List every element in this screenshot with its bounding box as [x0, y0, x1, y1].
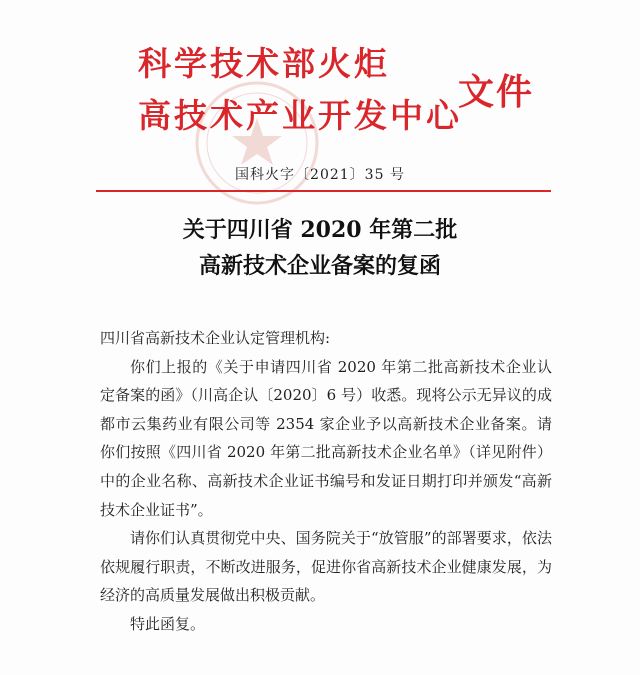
- issuing-organization: [138, 38, 468, 142]
- body-paragraph-2: 请你们认真贯彻党中央、国务院关于“放管服”的部署要求，依法依规履行职责，不断改进服务，促进你省高新技术企业健康发展，为经济的高质量发展做出积极贡献。: [100, 529, 552, 605]
- header-divider: [96, 190, 551, 192]
- document-number: 国科火字〔2021〕35 号: [235, 167, 405, 183]
- title-line1: 关于四川省 2020 年第二批: [182, 217, 458, 243]
- document-title: [0, 212, 640, 284]
- closing-line: 特此函复。: [130, 614, 206, 633]
- body-paragraph-1: 你们上报的《关于申请四川省 2020 年第二批高新技术企业认定备案的函》（川高企认〔2020〕6 号）收悉。现将公示无异议的成都市云集药业有限公司等 2354 家企业予以高新技术企业备案。请你们按照《四川省 2020 年第二批高新技术企业名单》（详见附件）中的企业名称、高新技术企业证书编号和发证日期打印并颁发“高新技术企业证书”。: [100, 357, 552, 519]
- organization-name-line2: 高技术产业开发中心: [138, 96, 462, 135]
- document-body: [100, 324, 552, 639]
- organization-name-line1: 科学技术部火炬: [138, 44, 390, 83]
- document-type-label: 文件: [458, 71, 535, 113]
- title-line2: 高新技术企业备案的复函: [198, 253, 441, 279]
- salutation: 四川省高新技术企业认定管理机构:: [100, 329, 331, 347]
